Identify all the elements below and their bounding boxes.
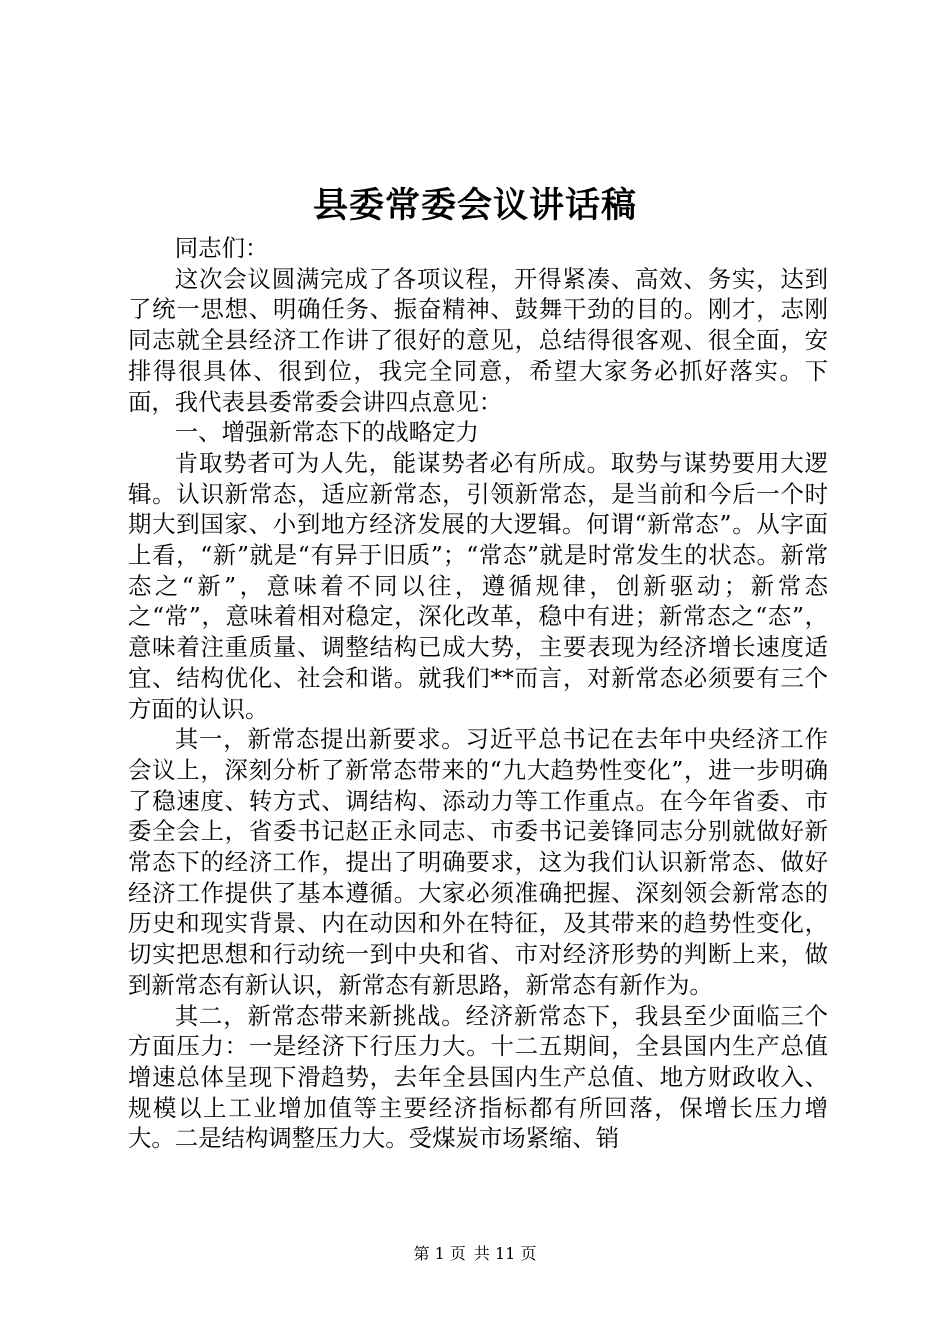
- intro-paragraph: 这次会议圆满完成了各项议程，开得紧凑、高效、务实，达到了统一思想、明确任务、振奋精神、鼓舞干劲的目的。刚才，志刚同志就全县经济工作讲了很好的意见，总结得很客观、很全面，安排得很具体、很到位，我完全同意，希望大家务必抓好落实。下面，我代表县委常委会讲四点意见：: [128, 264, 828, 416]
- section-heading-1: 一、增强新常态下的战略定力: [174, 418, 479, 447]
- body-paragraph: 其二，新常态带来新挑战。经济新常态下，我县至少面临三个方面压力：一是经济下行压力大。十二五期间，全县国内生产总值增速总体呈现下滑趋势，去年全县国内生产总值、地方财政收入、规模以上工业增加值等主要经济指标都有所回落，保增长压力增大。二是结构调整压力大。受煤炭市场紧缩、销: [128, 1001, 828, 1153]
- body-paragraph: 其一，新常态提出新要求。习近平总书记在去年中央经济工作会议上，深刻分析了新常态带来的“九大趋势性变化”，进一步明确了稳速度、转方式、调结构、添动力等工作重点。在今年省委、市委全会上，省委书记赵正永同志、市委书记姜锋同志分别就做好新常态下的经济工作，提出了明确要求，这为我们认识新常态、做好经济工作提供了基本遵循。大家必须准确把握、深刻领会新常态的历史和现实背景、内在动因和外在特征，及其带来的趋势性变化，切实把思想和行动统一到中央和省、市对经济形势的判断上来，做到新常态有新认识，新常态有新思路，新常态有新作为。: [128, 725, 828, 999]
- body-paragraph: 肯取势者可为人先，能谋势者必有所成。取势与谋势要用大逻辑。认识新常态，适应新常态，引领新常态，是当前和今后一个时期大到国家、小到地方经济发展的大逻辑。何谓“新常态”。从字面上看，“新”就是“有异于旧质”；“常态”就是时常发生的状态。新常态之“新”，意味着不同以往，遵循规律，创新驱动；新常态之“常”，意味着相对稳定，深化改革，稳中有进；新常态之“态”，意味着注重质量、调整结构已成大势，主要表现为经济增长速度适宜、结构优化、社会和谐。就我们**而言，对新常态必须要有三个方面的认识。: [128, 448, 828, 723]
- page-total: 共 11 页: [473, 1244, 537, 1263]
- page-footer: [0, 1243, 950, 1265]
- document-title: 县委常委会议讲话稿: [312, 185, 637, 226]
- document-body: [128, 233, 828, 1154]
- page-number: 第 1 页: [413, 1244, 466, 1263]
- salutation-paragraph: 同志们：: [174, 234, 269, 262]
